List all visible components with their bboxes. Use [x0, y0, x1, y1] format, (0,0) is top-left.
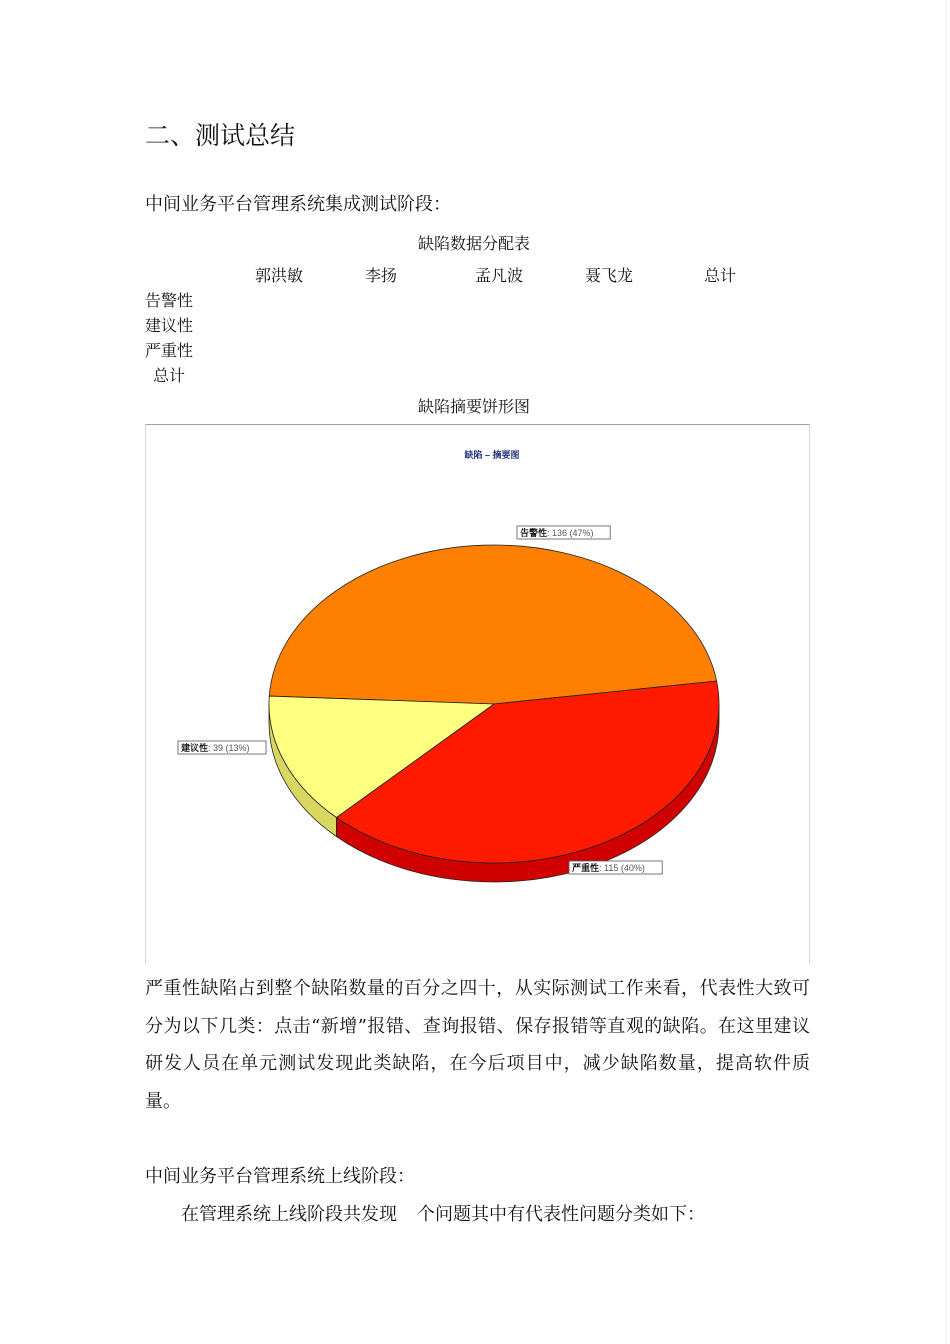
row-header: 告警性 [145, 291, 194, 310]
online-heading: 中间业务平台管理系统上线阶段： [145, 1166, 415, 1187]
pie-slice-label [569, 861, 662, 874]
section-title: 二、测试总结 [145, 121, 296, 150]
pie-slice-label [178, 741, 266, 754]
online-line [181, 1200, 705, 1226]
column-header: 李扬 [365, 266, 398, 285]
chart-caption: 缺陷摘要饼形图 [418, 397, 531, 416]
pie-slice-label [517, 526, 610, 539]
analysis-paragraph: 严重性缺陷占到整个缺陷数量的百分之四十，从实际测试工作来看，代表性大致可分为以下几类：点击“新增”报错、查询报错、保存报错等直观的缺陷。在这里建议研发人员在单元测试发现此类缺陷，在今后项目中，减少缺陷数量，提高软件质量。 [145, 978, 810, 1112]
pie-slice [269, 545, 716, 704]
column-header: 孟凡波 [475, 266, 524, 285]
svg-text:建议性: 39 (13%): 建议性: 39 (13%) [181, 743, 250, 753]
svg-text:严重性: 115 (40%): 严重性: 115 (40%) [572, 863, 645, 873]
column-header: 总计 [704, 266, 737, 285]
row-header: 严重性 [145, 341, 194, 360]
online-line-part1: 在管理系统上线阶段共发现 [181, 1204, 397, 1225]
svg-text:告警性: 136 (47%): 告警性: 136 (47%) [520, 528, 594, 538]
online-line-part2: 个问题其中有代表性问题分类如下： [417, 1204, 705, 1225]
column-header: 郭洪敏 [255, 266, 304, 285]
chart-title: 缺陷 – 摘要图 [464, 450, 520, 460]
pie-chart [146, 425, 809, 963]
row-header: 建议性 [145, 316, 194, 335]
page-edge-line [946, 0, 947, 1344]
row-header: 总计 [153, 366, 186, 385]
table-caption: 缺陷数据分配表 [418, 234, 531, 253]
column-header: 聂飞龙 [585, 266, 634, 285]
pie-chart-frame [145, 424, 810, 964]
intro-text: 中间业务平台管理系统集成测试阶段： [145, 194, 451, 215]
